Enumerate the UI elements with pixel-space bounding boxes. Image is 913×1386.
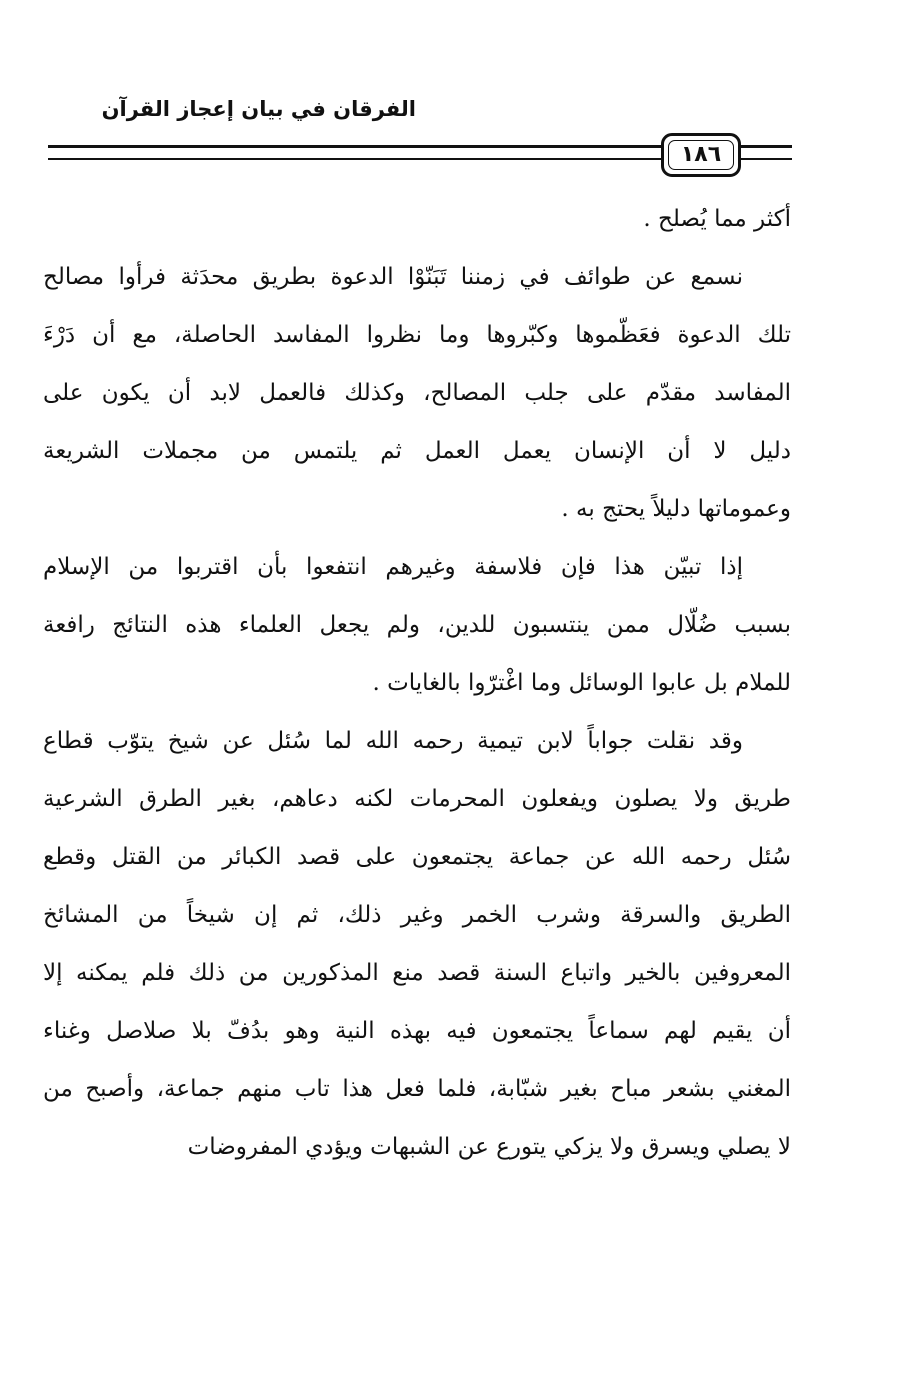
text-line: المغني بشعر مباح بغير شبّابة، فلما فعل هذا تاب منهم جماعة، وأصبح من [43, 1076, 791, 1102]
header-rule-left-top [48, 145, 662, 148]
text-line: وقد نقلت جواباً لابن تيمية رحمه الله لما سُئل عن شيخ يتوّب قطاع [43, 728, 743, 754]
page-number-frame [661, 133, 741, 177]
text-line: طريق ولا يصلون ويفعلون المحرمات لكنه دعاهم، بغير الطرق الشرعية [43, 786, 791, 812]
text-line: بسبب ضُلّال ممن ينتسبون للدين، ولم يجعل العلماء هذه النتائج رافعة [43, 612, 791, 638]
text-line: المعروفين بالخير واتباع السنة قصد منع المذكورين من ذلك فلم يمكنه إلا [43, 960, 791, 986]
text-line: لا يصلي ويسرق ولا يزكي يتورع عن الشبهات ويؤدي المفروضات [187, 1134, 791, 1160]
text-line: أكثر مما يُصلح . [643, 206, 791, 232]
text-line: تلك الدعوة فعَظّموها وكبّروها وما نظروا المفاسد الحاصلة، مع أن دَرْءَ [43, 322, 791, 348]
text-line: وعموماتها دليلاً يحتج به . [561, 496, 791, 522]
header-rule-left-bottom [48, 158, 662, 160]
text-line: دليل لا أن الإنسان يعمل العمل ثم يلتمس من مجملات الشريعة [43, 438, 792, 464]
text-line: للملام بل عابوا الوسائل وما اغْترّوا بالغايات . [372, 670, 791, 696]
text-line: إذا تبيّن هذا فإن فلاسفة وغيرهم انتفعوا بأن اقتربوا من الإسلام [43, 554, 743, 580]
header-rule-right-top [740, 145, 792, 148]
text-line: الطريق والسرقة وشرب الخمر وغير ذلك، ثم إن شيخاً من المشائخ [43, 902, 791, 928]
text-line: سُئل رحمه الله عن جماعة يجتمعون على قصد الكبائر من القتل وقطع [43, 844, 791, 870]
text-line: نسمع عن طوائف في زمننا تَبَنّوْا الدعوة بطريق محدَثة فرأوا مصالح [43, 264, 743, 290]
running-header-title: الفرقان في بيان إعجاز القرآن [101, 97, 416, 121]
header-rule-right-bottom [740, 158, 792, 160]
body-text [43, 190, 791, 1176]
text-line: أن يقيم لهم سماعاً يجتمعون فيه بهذه النية وهو بدُفّ بلا صلاصل وغناء [43, 1018, 791, 1044]
page-number: ١٨٦ [680, 142, 722, 167]
text-line: المفاسد مقدّم على جلب المصالح، وكذلك فالعمل لابد أن يكون على [43, 380, 791, 406]
